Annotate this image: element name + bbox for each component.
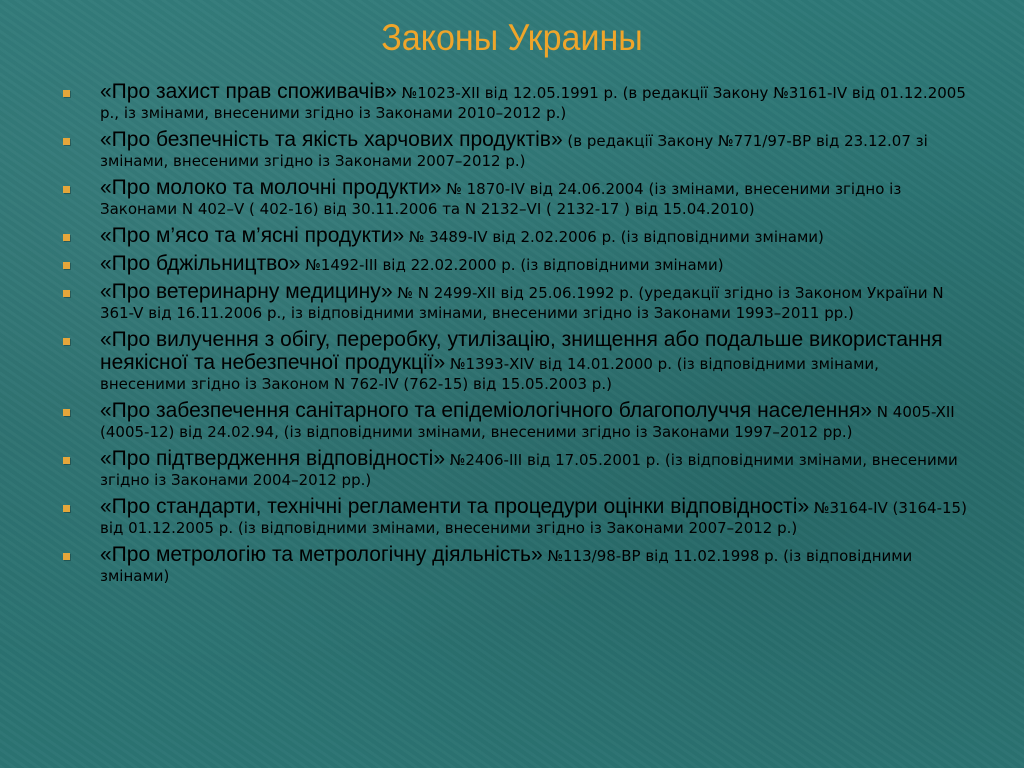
list-item <box>56 280 968 323</box>
law-title: «Про молоко та молочні продукти» <box>100 176 442 199</box>
square-bullet-icon <box>63 505 70 512</box>
law-title: «Про забезпечення санітарного та епідеміологічного благополуччя населення» <box>100 399 873 422</box>
list-item <box>56 252 968 275</box>
slide-title: Законы Украины <box>381 17 643 58</box>
list-item <box>56 447 968 490</box>
list-item <box>56 399 968 442</box>
square-bullet-icon <box>63 338 70 345</box>
law-details: № 1870-IV від 24.06.2004 (із змінами, внесеними згідно із Законами N 402–V ( 402-16) від 30.11.2006 та N 2132–VI ( 2132-17 ) від 15.04.2010) <box>100 180 902 218</box>
law-details: №1023-XII від 12.05.1991 р. (в редакції Закону №3161-IV від 01.12.2005 р., із змінами, внесеними згідно із Законами 2010–2012 р.) <box>100 84 966 122</box>
list-item <box>56 495 968 538</box>
list-item <box>56 176 968 219</box>
law-details: №2406-III від 17.05.2001 р. (із відповідними змінами, внесеними згідно із Законами 2004–2012 рр.) <box>100 451 958 489</box>
square-bullet-icon <box>63 138 70 145</box>
square-bullet-icon <box>63 457 70 464</box>
law-details: №113/98-ВР від 11.02.1998 р. (із відповідними змінами) <box>100 547 913 585</box>
law-title: «Про безпечність та якість харчових продуктів» <box>100 128 563 151</box>
law-title: «Про вилучення з обігу, переробку, утилізацію, знищення або подальше використання неякісної та небезпечної продукції» <box>100 328 943 374</box>
square-bullet-icon <box>63 186 70 193</box>
law-details: №1393-XIV від 14.01.2000 р. (із відповідними змінами, внесеними згідно із Законом N 762-IV (762-15) від 15.05.2003 р.) <box>100 355 879 393</box>
law-details: № N 2499-XII від 25.06.1992 р. (уредакції згідно із Законом України N 361-V від 16.11.2006 р., із відповідними змінами, внесеними згідно із Законами 1993–2011 рр.) <box>100 284 944 322</box>
list-item <box>56 328 968 394</box>
square-bullet-icon <box>63 290 70 297</box>
list-item <box>56 128 968 171</box>
square-bullet-icon <box>63 409 70 416</box>
law-title: «Про бджільництво» <box>100 252 301 275</box>
law-details: № 3489-IV від 2.02.2006 р. (із відповідними змінами) <box>404 228 824 246</box>
list-item <box>56 224 968 247</box>
square-bullet-icon <box>63 234 70 241</box>
law-details: №3164-IV (3164-15) від 01.12.2005 р. (із відповідними змінами, внесеними згідно із Законами 2007–2012 р.) <box>100 499 967 537</box>
law-title: «Про захист прав споживачів» <box>100 80 397 103</box>
law-details: N 4005-XII (4005-12) від 24.02.94, (із відповідними змінами, внесеними згідно із Законами 1997–2012 рр.) <box>100 403 955 441</box>
law-details: (в редакції Закону №771/97-ВР від 23.12.07 зі змінами, внесеними згідно із Законами 2007–2012 р.) <box>100 132 928 170</box>
list-item <box>56 543 968 586</box>
laws-list <box>56 80 968 591</box>
law-title: «Про ветеринарну медицину» <box>100 280 393 303</box>
square-bullet-icon <box>63 262 70 269</box>
square-bullet-icon <box>63 553 70 560</box>
square-bullet-icon <box>63 90 70 97</box>
law-title: «Про метрологію та метрологічну діяльність» <box>100 543 543 566</box>
law-details: №1492-III від 22.02.2000 р. (із відповідними змінами) <box>300 256 724 274</box>
list-item <box>56 80 968 123</box>
law-title: «Про м’ясо та м’ясні продукти» <box>100 224 405 247</box>
law-title: «Про підтвердження відповідності» <box>100 447 445 470</box>
law-title: «Про стандарти, технічні регламенти та процедури оцінки відповідності» <box>100 495 810 518</box>
